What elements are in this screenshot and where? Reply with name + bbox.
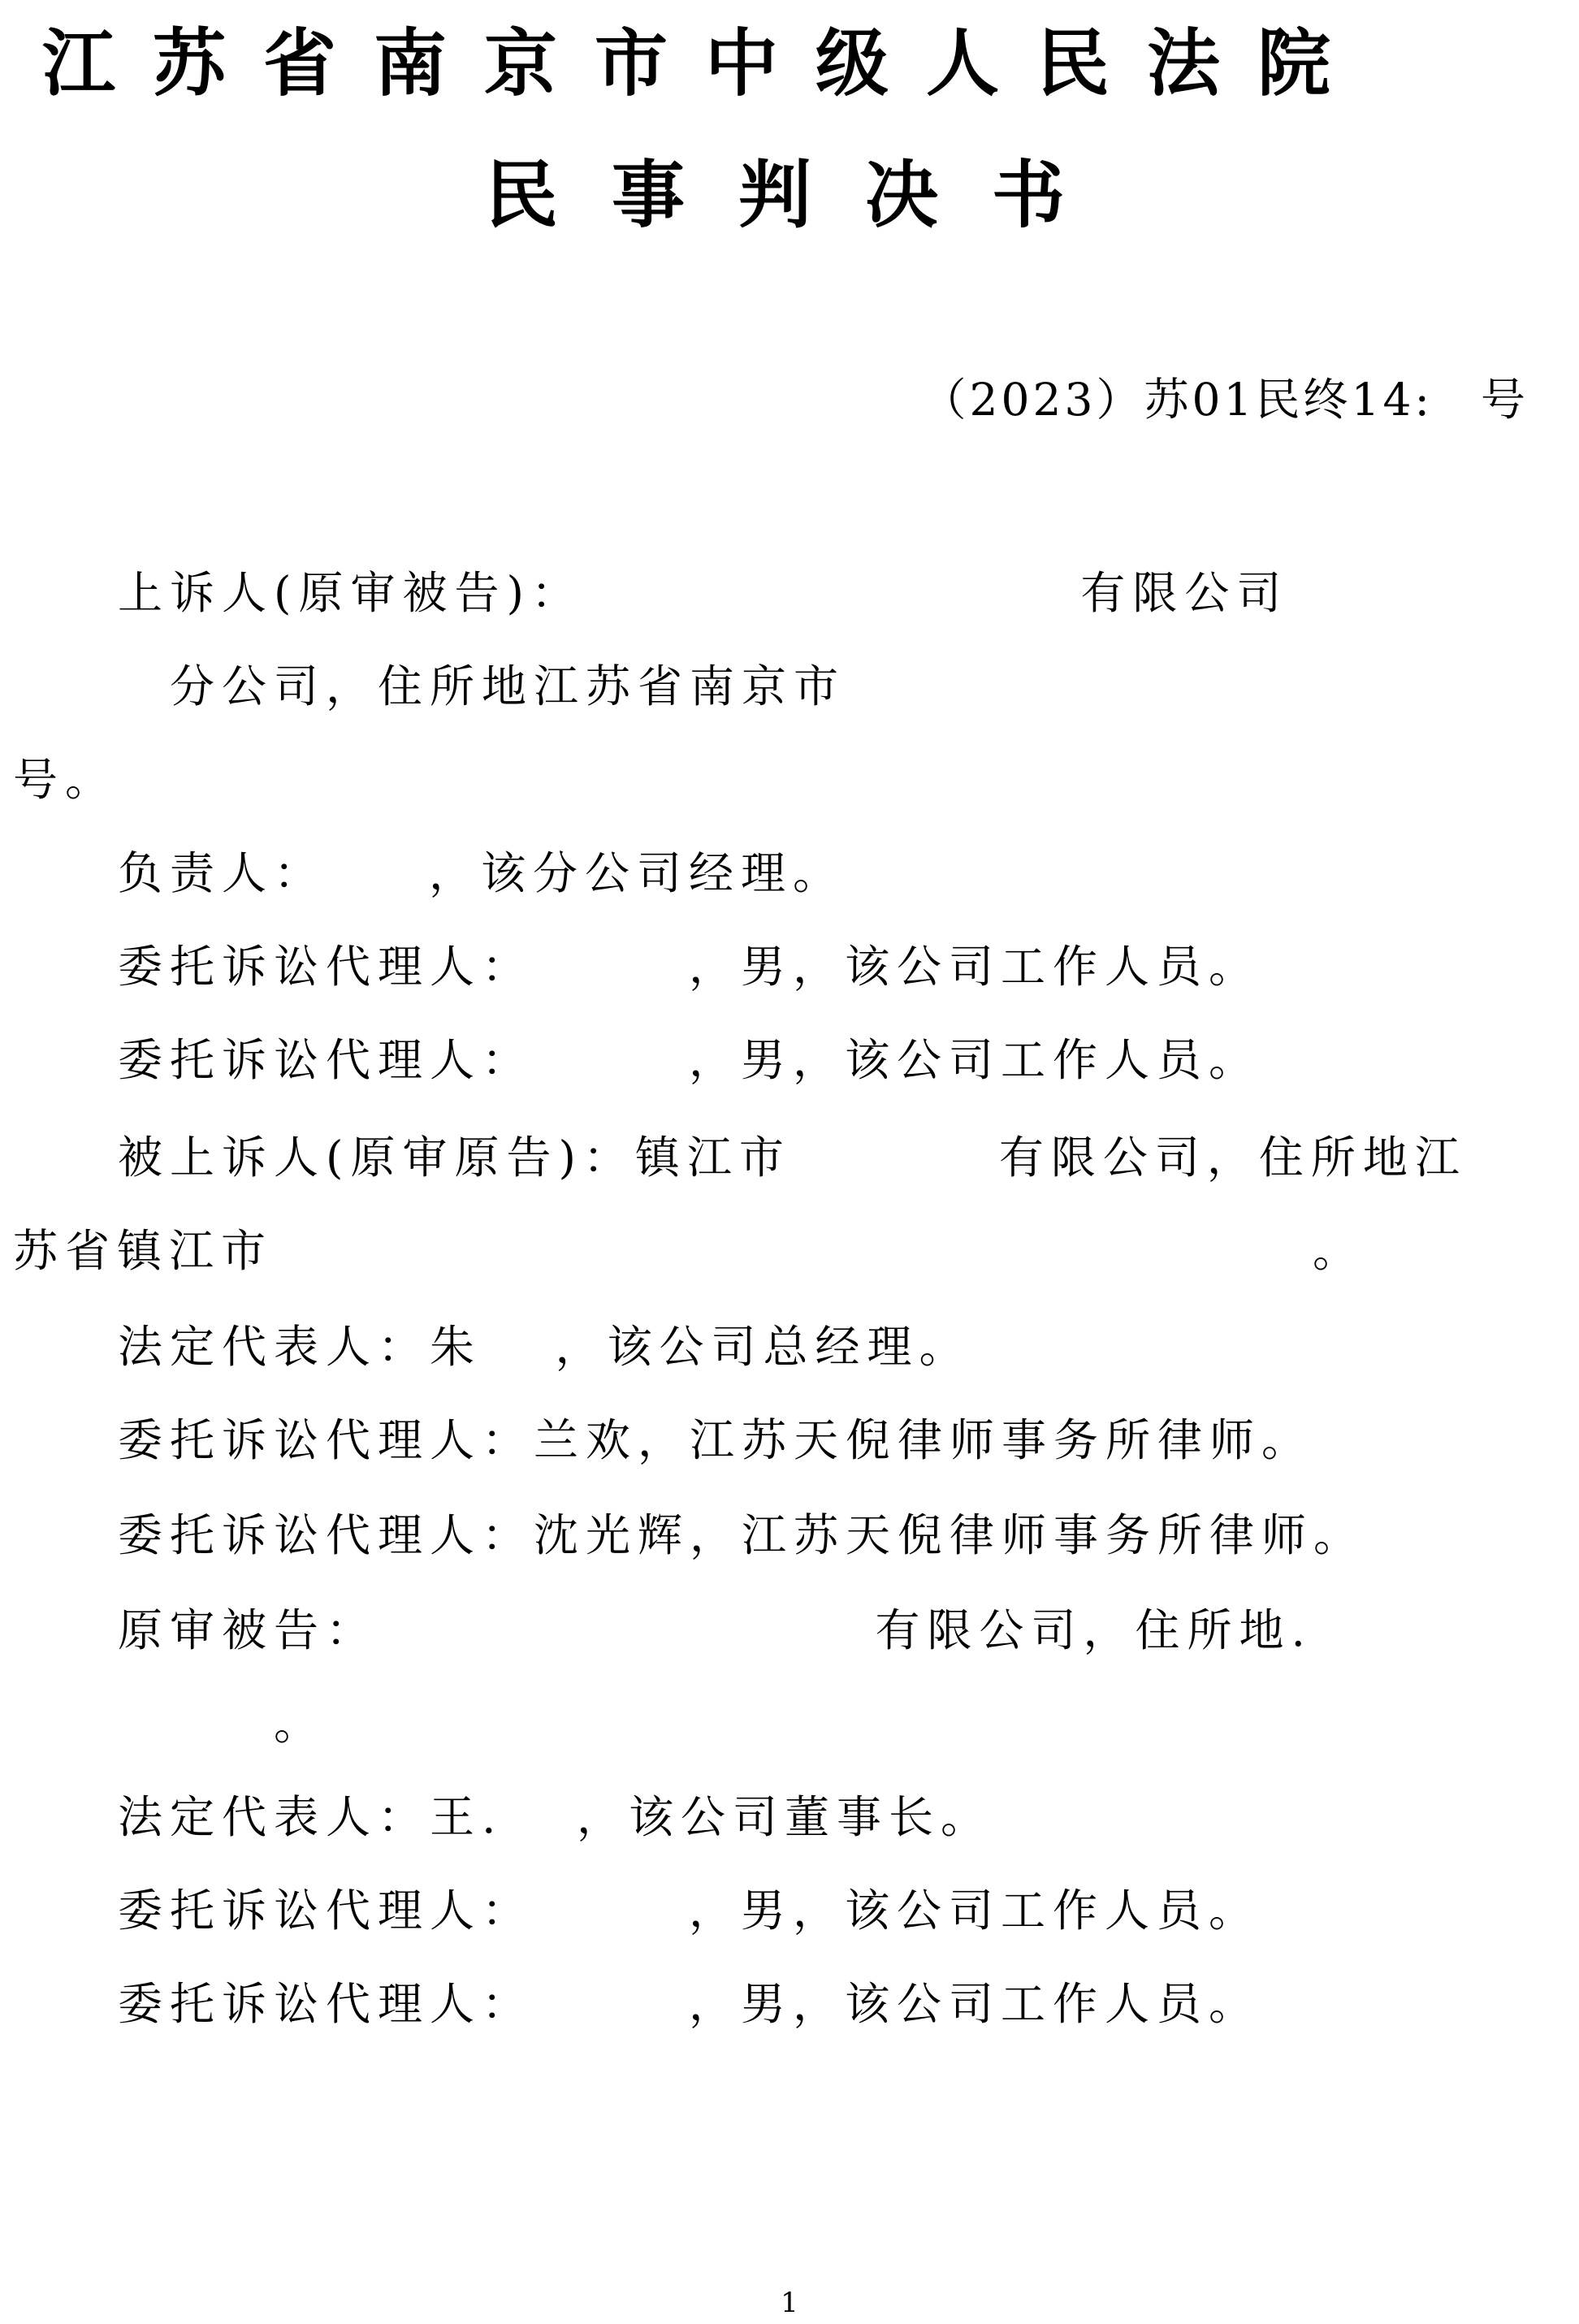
appellee-agent-line-1: 委托诉讼代理人：兰欢，江苏天倪律师事务所律师。 <box>118 1414 1314 1466</box>
appellee-legal-representative-line: 法定代表人：朱 ，该公司总经理。 <box>118 1321 971 1373</box>
original-defendant-agent-line-1: 委托诉讼代理人： ，男，该公司工作人员。 <box>118 1885 1261 1937</box>
court-name-title: 江苏省南京市中级人民法院 <box>42 21 1368 106</box>
original-defendant-address-end-line: 。 <box>118 1698 327 1750</box>
original-defendant-agent-line-2: 委托诉讼代理人： ，男，该公司工作人员。 <box>118 1978 1261 2030</box>
original-defendant-line: 原审被告： 有限公司，住所地. <box>118 1604 1313 1656</box>
appellant-branch-address-line: 分公司，住所地江苏省南京市 <box>118 660 846 712</box>
appellant-address-end-line: 号。 <box>13 754 118 806</box>
appellee-agent-line-2: 委托诉讼代理人：沈光辉，江苏天倪律师事务所律师。 <box>118 1509 1366 1561</box>
appellant-agent-line-2: 委托诉讼代理人： ，男，该公司工作人员。 <box>118 1034 1261 1086</box>
appellant-responsible-person-line: 负责人： ，该分公司经理。 <box>118 847 845 899</box>
appellee-line: 被上诉人(原审原告)：镇江市 有限公司，住所地江 <box>118 1132 1467 1184</box>
page-number: 1 <box>781 2287 798 2319</box>
case-number: （2023）苏01民终14: 号 <box>921 374 1529 426</box>
appellee-address-line: 苏省镇江市 。 <box>13 1225 1365 1277</box>
appellant-agent-line-1: 委托诉讼代理人： ，男，该公司工作人员。 <box>118 941 1261 993</box>
document-type-title: 民事判决书 <box>485 153 1118 238</box>
appellant-line: 上诉人(原审被告)： 有限公司 <box>118 567 1289 619</box>
original-defendant-legal-representative-line: 法定代表人：王. ，该公司董事长。 <box>118 1791 993 1843</box>
